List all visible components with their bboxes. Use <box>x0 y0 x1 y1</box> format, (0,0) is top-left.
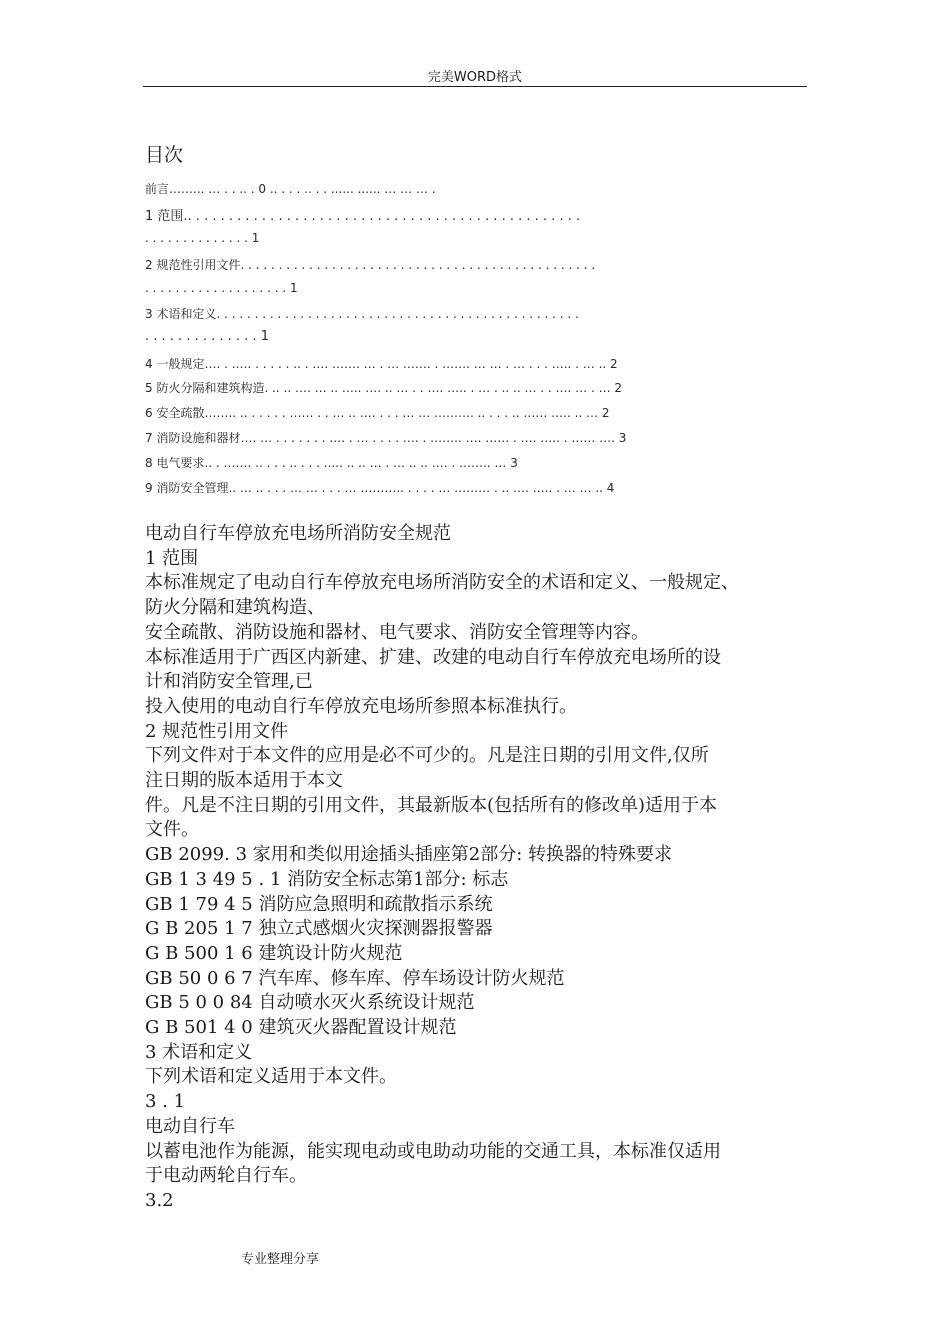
paragraph-line: 以蓄电池作为能源，能实现电动或电助动功能的交通工具，本标准仅适用 <box>145 1140 721 1162</box>
toc-line-scope-cont[interactable]: . . . . . . . . . . . . . . 1 <box>145 231 260 245</box>
toc-line-fire-facilities[interactable]: 7 消防设施和器材…. … . . . . . . . …. . … . . . . …. . …….. …. …… . …. ….. . …… …. 3 <box>145 431 627 445</box>
paragraph-line: 本标准适用于广西区内新建、扩建、改建的电动自行车停放充电场所的设 <box>145 646 721 668</box>
page-header: 完美WORD格式 <box>427 70 523 85</box>
toc-line-foreword[interactable]: 前言.…….. … . . .. . 0 .. . . . .. . . ...... ...... … … … . <box>145 182 436 196</box>
reference-item: GB 1 79 4 5 消防应急照明和疏散指示系统 <box>145 893 493 915</box>
reference-item: G B 205 1 7 独立式感烟火灾探测器报警器 <box>145 918 493 940</box>
clause-number: 3.2 <box>145 1189 174 1211</box>
clause-number: 3 . 1 <box>145 1091 186 1113</box>
paragraph-line: 文件。 <box>145 819 199 841</box>
paragraph-line: 下列术语和定义适用于本文件。 <box>145 1066 397 1088</box>
paragraph-line: 投入使用的电动自行车停放充电场所参照本标准执行。 <box>145 695 577 717</box>
section-heading: 2 规范性引用文件 <box>145 720 289 742</box>
reference-item: GB 2099. 3 家用和类似用途插头插座第2部分: 转换器的特殊要求 <box>145 844 672 866</box>
toc-line-references[interactable]: 2 规范性引用文件. . . . . . . . . . . . . . . . . . . . . . . . . . . . . . . . . . . . . . . . . . . . . . . <box>145 258 596 272</box>
reference-item: GB 50 0 6 7 汽车库、修车库、停车场设计防火规范 <box>145 967 565 989</box>
toc-line-terms[interactable]: 3 术语和定义. . . . . . . . . . . . . . . . . . . . . . . . . . . . . . . . . . . . . . . . . . . . . . . . <box>145 307 579 321</box>
header-rule <box>143 86 807 87</box>
paragraph-line: 本标准规定了电动自行车停放充电场所消防安全的术语和定义、一般规定、 <box>145 572 739 594</box>
toc-line-management[interactable]: 9 消防安全管理.. … .. . . . … … . . . … ……….. . . . . … ……… . .. …. ….. . … … .. 4 <box>145 481 615 495</box>
paragraph-line: 件。凡是不注日期的引用文件，其最新版本(包括所有的修改单)适用于本 <box>145 794 718 816</box>
toc-line-general[interactable]: 4 一般规定…. . .…. . . . . . .. . …. ……. … . … ……. . ……. … … . … . . . ….. . … .. 2 <box>145 357 618 371</box>
reference-item: G B 500 1 6 建筑设计防火规范 <box>145 942 403 964</box>
reference-item: GB 1 3 49 5 . 1 消防安全标志第1部分: 标志 <box>145 868 509 890</box>
toc-line-evacuation[interactable]: 6 安全疏散…….. .. . . . . . …… . . … .. …. . . . … … ………. .. . . . .. …… ….. .. … 2 <box>145 406 610 420</box>
document-body <box>145 522 825 1214</box>
page-footer: 专业整理分享 <box>241 1252 320 1267</box>
reference-item: GB 5 0 0 84 自动喷水灭火系统设计规范 <box>145 992 475 1014</box>
doc-title: 电动自行车停放充电场所消防安全规范 <box>145 523 451 544</box>
toc-line-electrical[interactable]: 8 电气要求.. . ……. .. . . . .. . . . ..... .. .. … . … .. .. …. . …….. … 3 <box>145 456 518 470</box>
paragraph-line: 下列文件对于本文件的应用是必不可少的。凡是注日期的引用文件,仅所 <box>145 745 709 767</box>
toc-line-terms-cont[interactable]: . . . . . . . . . . . . . . 1 <box>145 329 269 344</box>
toc-title: 目次 <box>145 144 184 166</box>
paragraph-line: 注日期的版本适用于本文 <box>145 770 343 792</box>
toc-line-scope[interactable]: 1 范围.. . . . . . . . . . . . . . . . . . . . . . . . . . . . . . . . . . . . . . . . . . . . . . . . <box>145 209 581 224</box>
reference-item: G B 501 4 0 建筑灭火器配置设计规范 <box>145 1017 457 1039</box>
paragraph-line: 安全疏散、消防设施和器材、电气要求、消防安全管理等内容。 <box>145 621 649 643</box>
section-heading: 1 范围 <box>145 547 199 569</box>
toc-line-references-cont[interactable]: . . . . . . . . . . . . . . . . . . . 1 <box>145 281 298 295</box>
term-name: 电动自行车 <box>145 1115 235 1137</box>
paragraph-line: 于电动两轮自行车。 <box>145 1165 307 1187</box>
paragraph-line: 防火分隔和建筑构造、 <box>145 597 325 619</box>
section-heading: 3 术语和定义 <box>145 1041 253 1063</box>
paragraph-line: 计和消防安全管理,已 <box>145 671 313 693</box>
toc-line-fire-separation[interactable]: 5 防火分隔和建筑构造. .. .. …. … .. ….. …. .. … . . …. ….. . … . .. .. … . . …. … . … 2 <box>145 381 623 395</box>
